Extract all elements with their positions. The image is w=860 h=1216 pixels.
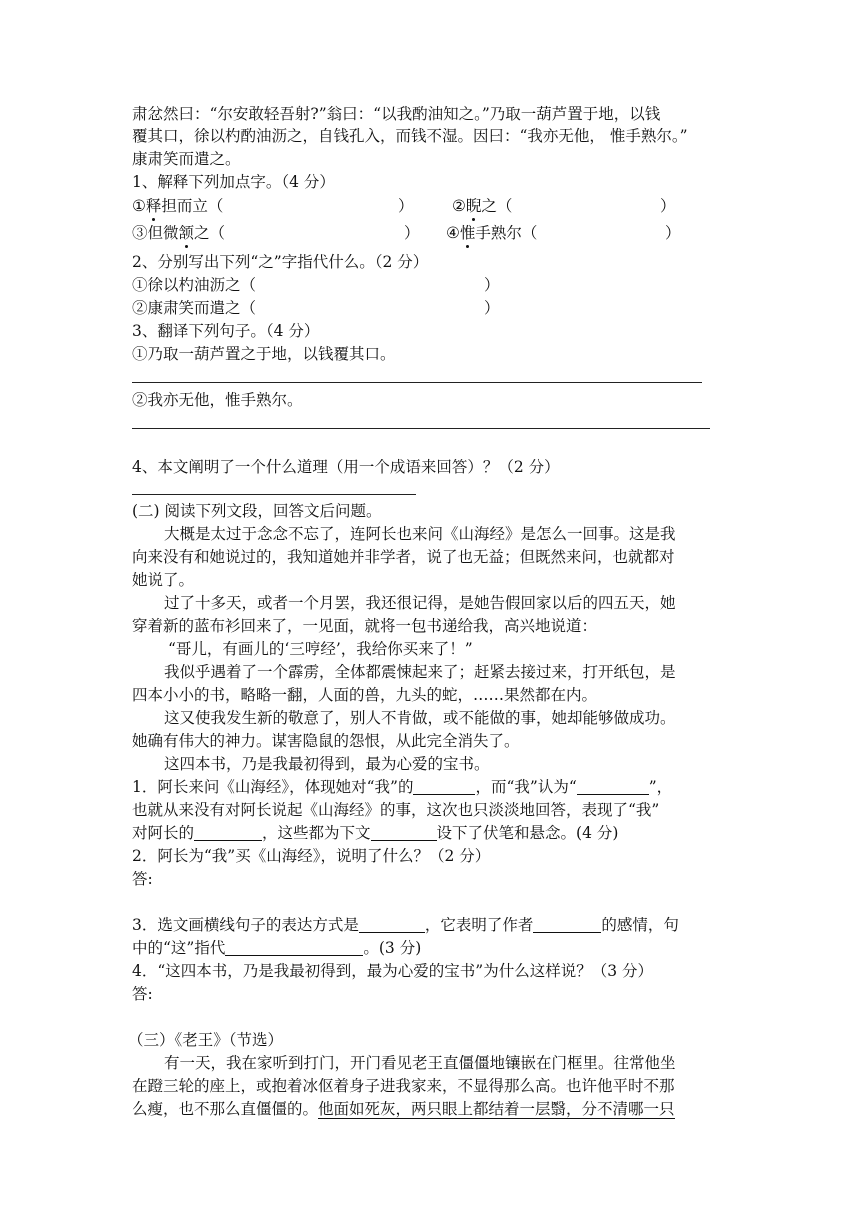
s2-question-2: 2．阿长为“我”买《山海经》，说明了什么？（2 分）	[132, 847, 491, 865]
fill-blank[interactable]	[577, 778, 649, 795]
paragraph-line: 有一天，我在家听到打门，开门看见老王直僵僵地镶嵌在门框里。往常他坐	[164, 1054, 676, 1072]
emphasis-dot-char: 惟	[459, 224, 476, 242]
paragraph-line: 么瘦，也不那么直僵僵的。他面如死灰，两只眼上都结着一层翳，分不清哪一只	[132, 1100, 675, 1118]
question-3-title: 3、翻译下列句子。（4 分）	[132, 322, 320, 340]
passage-line: 康肃笑而遣之。	[132, 150, 241, 168]
s2-question-3: 3．选文画横线句子的表达方式是 ，它表明了作者 的感情，句	[132, 916, 679, 934]
paragraph-line: “哥儿，有画儿的‘三哼经’，我给你买来了！”	[168, 640, 473, 658]
q2-item-2-close: ）	[484, 299, 500, 317]
q3-item-2: ②我亦无他，惟手熟尔。	[132, 391, 303, 409]
q1-item-1: ①释担而立（	[132, 197, 224, 215]
question-4-title: 4、本文阐明了一个什么道理（用一个成语来回答）？（2 分）	[132, 458, 560, 476]
answer-label: 答:	[132, 985, 153, 1003]
paragraph-line: 我似乎遇着了一个霹雳，全体都震悚起来了；赶紧去接过来，打开纸包，是	[164, 663, 676, 681]
q1-item-4-close: ）	[665, 224, 681, 242]
underlined-sentence: 他面如死灰，两只眼上都结着一层翳，分不清哪一只	[318, 1100, 675, 1118]
paragraph-line: 过了十多天，或者一个月罢，我还很记得，是她告假回家以后的四五天，她	[164, 594, 676, 612]
q1-item-3-close: ）	[404, 224, 420, 242]
q2-item-1-close: ）	[484, 276, 500, 294]
fill-blank[interactable]	[359, 916, 425, 933]
section-2-heading: (二) 阅读下列文段，回答文后问题。	[132, 502, 382, 520]
paragraph-line: 在蹬三轮的座上，或抱着冰伛着身子进我家来，不显得那么高。也许他平时不那	[132, 1077, 675, 1095]
q2-item-1: ①徐以杓油沥之（	[132, 276, 257, 294]
q1-item-2: ②睨之（	[452, 197, 513, 215]
q1-item-3: ③但微颔之（	[132, 224, 226, 242]
answer-line[interactable]	[132, 428, 710, 429]
paragraph-line: 向来没有和她说过的，我知道她并非学者，说了也无益；但既然来问，也就都对	[132, 548, 675, 566]
s2-question-1-line-3: 对阿长的 ，这些都为下文 设下了伏笔和悬念。(4 分)	[132, 824, 619, 842]
paragraph-line: 她说了。	[132, 571, 195, 589]
fill-blank[interactable]	[413, 778, 475, 795]
answer-label: 答:	[132, 870, 153, 888]
paragraph-line: 穿着新的蓝布衫回来了，一见面，就将一包书递给我，高兴地说道：	[132, 617, 598, 635]
paragraph-line: 这又使我发生新的敬意了，别人不肯做，或不能做的事，她却能够做成功。	[164, 709, 676, 727]
q2-item-2: ②康肃笑而遣之（	[132, 299, 257, 317]
paragraph-line: 这四本书，乃是我最初得到，最为心爱的宝书。	[164, 755, 490, 773]
paragraph-line: 大概是太过于念念不忘了，连阿长也来问《山海经》是怎么一回事。这是我	[164, 525, 676, 543]
q1-item-1-close: ）	[398, 197, 414, 215]
s2-question-4: 4．“这四本书，乃是我最初得到，最为心爱的宝书”为什么这样说？（3 分）	[132, 962, 654, 980]
question-2-title: 2、分别写出下列“之”字指代什么。（2 分）	[132, 253, 429, 271]
emphasis-dot-char: 释	[145, 197, 162, 215]
q3-item-1: ①乃取一葫芦置之于地，以钱覆其口。	[132, 345, 396, 363]
answer-line[interactable]	[132, 494, 416, 495]
passage-line: 肃忿然曰：“尔安敢轻吾射?”翁曰：“以我酌油知之。”乃取一葫芦置于地，以钱	[132, 105, 661, 123]
s2-question-1: 1．阿长来问《山海经》，体现她对“我”的 ，而“我”认为“ ”，	[132, 778, 673, 796]
passage-line: 覆其口，徐以杓酌油沥之，自钱孔入，而钱不湿。因曰：“我亦无他， 惟手熟尔。”	[132, 127, 688, 145]
fill-blank[interactable]	[194, 824, 262, 841]
emphasis-dot-char: 颔	[178, 224, 195, 242]
fill-blank[interactable]	[225, 939, 363, 956]
fill-blank[interactable]	[371, 824, 437, 841]
s2-question-3-line-2: 中的“这”指代 。(3 分)	[132, 939, 422, 957]
question-1-title: 1、解释下列加点字。（4 分）	[132, 173, 335, 191]
emphasis-dot-char: 睨	[465, 197, 482, 215]
paragraph-line: 她确有伟大的神力。谋害隐鼠的怨恨，从此完全消失了。	[132, 732, 520, 750]
section-3-heading: （三）《老王》（节选）	[128, 1031, 284, 1049]
answer-line[interactable]	[132, 382, 702, 383]
q1-item-4: ④惟手熟尔（	[446, 224, 538, 242]
fill-blank[interactable]	[533, 916, 601, 933]
q1-item-2-close: ）	[660, 197, 676, 215]
s2-question-1-line-2: 也就从来没有对阿长说起《山海经》的事，这次也只淡淡地回答，表现了“我”	[132, 801, 660, 819]
paragraph-line: 四本小小的书，略略一翻，人面的兽，九头的蛇，……果然都在内。	[132, 686, 598, 704]
